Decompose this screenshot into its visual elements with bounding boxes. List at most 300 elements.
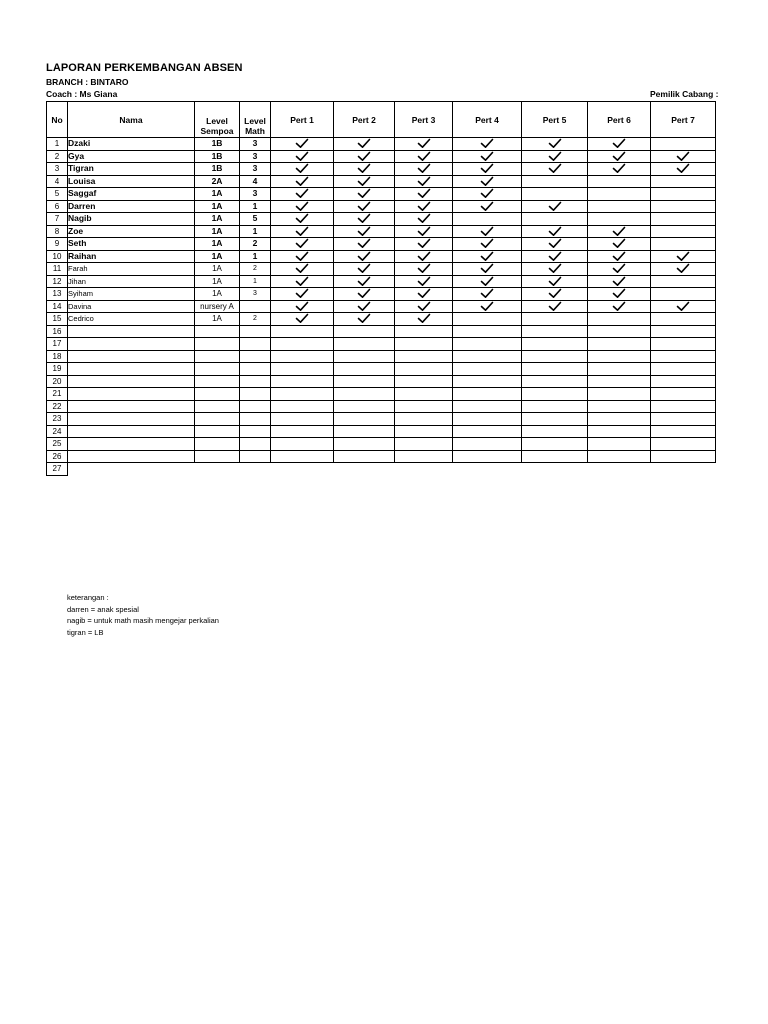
check-icon <box>295 263 309 274</box>
attendance-cell-pert-5 <box>522 375 588 388</box>
attendance-cell-pert-4 <box>453 225 522 238</box>
table-row <box>47 375 716 388</box>
check-icon <box>676 163 690 174</box>
check-icon <box>480 163 494 174</box>
level-math: 3 <box>240 288 271 301</box>
check-icon <box>417 263 431 274</box>
attendance-cell-pert-1 <box>271 188 334 201</box>
attendance-cell-pert-5 <box>522 175 588 188</box>
attendance-cell-pert-2 <box>334 375 395 388</box>
table-row <box>47 175 716 188</box>
table-row <box>47 388 716 401</box>
attendance-cell-pert-6 <box>588 213 651 226</box>
level-math: 3 <box>240 163 271 176</box>
check-icon <box>295 138 309 149</box>
col-header-level-sempoa-line2: Sempoa <box>200 126 234 136</box>
row-number: 24 <box>47 425 68 438</box>
level-math: 5 <box>240 213 271 226</box>
attendance-cell-pert-2 <box>334 250 395 263</box>
attendance-cell-pert-2 <box>334 350 395 363</box>
attendance-cell-pert-6 <box>588 200 651 213</box>
attendance-cell-pert-1 <box>271 263 334 276</box>
attendance-cell-pert-4 <box>453 363 522 376</box>
check-icon <box>480 263 494 274</box>
level-math <box>240 350 271 363</box>
attendance-cell-pert-5 <box>522 363 588 376</box>
attendance-cell-pert-3 <box>395 238 453 251</box>
attendance-cell-pert-6 <box>588 238 651 251</box>
coach-label: Coach : Ms Giana <box>46 89 118 99</box>
level-sempoa: 1A <box>195 238 240 251</box>
check-icon <box>676 151 690 162</box>
level-math <box>240 425 271 438</box>
attendance-cell-pert-7 <box>651 150 716 163</box>
check-icon <box>548 251 562 262</box>
table-row <box>47 150 716 163</box>
row-number: 7 <box>47 213 68 226</box>
student-name <box>68 438 195 451</box>
table-row <box>47 338 716 351</box>
attendance-cell-pert-7 <box>651 138 716 151</box>
table-header-row <box>47 102 716 138</box>
check-icon <box>612 288 626 299</box>
attendance-cell-pert-4 <box>453 338 522 351</box>
attendance-cell-pert-4 <box>453 450 522 463</box>
check-icon <box>548 238 562 249</box>
level-sempoa <box>195 388 240 401</box>
check-icon <box>612 238 626 249</box>
attendance-cell-pert-3 <box>395 338 453 351</box>
table-row <box>47 188 716 201</box>
attendance-cell-pert-3 <box>395 375 453 388</box>
student-name: Seth <box>68 238 195 251</box>
student-name: Farah <box>68 263 195 276</box>
attendance-cell-pert-2 <box>334 300 395 313</box>
check-icon <box>417 226 431 237</box>
attendance-cell-pert-2 <box>334 263 395 276</box>
student-name <box>68 363 195 376</box>
attendance-cell-pert-7 <box>651 238 716 251</box>
col-header-pert-7: Pert 7 <box>651 102 716 138</box>
attendance-cell-pert-1 <box>271 450 334 463</box>
check-icon <box>480 151 494 162</box>
level-math: 2 <box>240 238 271 251</box>
note-item: tigran = LB <box>67 627 104 637</box>
attendance-cell-pert-5 <box>522 338 588 351</box>
col-header-nama: Nama <box>68 102 195 138</box>
attendance-cell-pert-5 <box>522 313 588 326</box>
col-header-level-math-line2: Math <box>245 126 265 136</box>
attendance-cell-pert-2 <box>334 225 395 238</box>
check-icon <box>548 226 562 237</box>
attendance-cell-pert-2 <box>334 413 395 426</box>
attendance-cell-pert-6 <box>588 375 651 388</box>
check-icon <box>480 276 494 287</box>
attendance-cell-pert-3 <box>395 138 453 151</box>
student-name <box>68 338 195 351</box>
check-icon <box>417 163 431 174</box>
check-icon <box>295 176 309 187</box>
level-math: 3 <box>240 188 271 201</box>
level-math <box>240 338 271 351</box>
level-math: 2 <box>240 313 271 326</box>
level-math: 3 <box>240 138 271 151</box>
level-sempoa <box>195 400 240 413</box>
attendance-cell-pert-2 <box>334 163 395 176</box>
attendance-cell-pert-2 <box>334 388 395 401</box>
row-number: 1 <box>47 138 68 151</box>
table-row <box>47 300 716 313</box>
check-icon <box>548 301 562 312</box>
attendance-cell-pert-2 <box>334 425 395 438</box>
attendance-cell-pert-2 <box>334 438 395 451</box>
check-icon <box>357 301 371 312</box>
student-name: Syiham <box>68 288 195 301</box>
attendance-cell-pert-6 <box>588 400 651 413</box>
attendance-cell-pert-3 <box>395 250 453 263</box>
attendance-cell-pert-4 <box>453 250 522 263</box>
student-name: Louisa <box>68 175 195 188</box>
attendance-cell-pert-1 <box>271 388 334 401</box>
check-icon <box>357 163 371 174</box>
attendance-cell-pert-4 <box>453 325 522 338</box>
check-icon <box>295 151 309 162</box>
check-icon <box>417 188 431 199</box>
attendance-cell-pert-6 <box>588 338 651 351</box>
level-math <box>240 400 271 413</box>
attendance-cell-pert-5 <box>522 163 588 176</box>
attendance-cell-pert-6 <box>588 350 651 363</box>
attendance-cell-pert-6 <box>588 250 651 263</box>
attendance-cell-pert-7 <box>651 350 716 363</box>
level-math <box>240 438 271 451</box>
row-number: 15 <box>47 313 68 326</box>
attendance-cell-pert-5 <box>522 413 588 426</box>
attendance-cell-pert-7 <box>651 263 716 276</box>
attendance-cell-pert-4 <box>453 388 522 401</box>
level-sempoa: 2A <box>195 175 240 188</box>
check-icon <box>480 201 494 212</box>
attendance-cell-pert-6 <box>588 150 651 163</box>
attendance-cell-pert-3 <box>395 400 453 413</box>
attendance-cell-pert-2 <box>334 175 395 188</box>
check-icon <box>417 251 431 262</box>
level-math <box>240 388 271 401</box>
attendance-cell-pert-3 <box>395 450 453 463</box>
check-icon <box>612 138 626 149</box>
attendance-cell-pert-4 <box>453 425 522 438</box>
attendance-cell-pert-1 <box>271 300 334 313</box>
student-name: Gya <box>68 150 195 163</box>
row-number: 12 <box>47 275 68 288</box>
student-name <box>68 450 195 463</box>
attendance-cell-pert-7 <box>651 438 716 451</box>
attendance-cell-pert-7 <box>651 300 716 313</box>
level-sempoa <box>195 338 240 351</box>
attendance-cell-pert-2 <box>334 188 395 201</box>
attendance-cell-pert-5 <box>522 213 588 226</box>
level-math <box>240 300 271 313</box>
attendance-cell-pert-2 <box>334 288 395 301</box>
attendance-cell-pert-1 <box>271 363 334 376</box>
attendance-cell-pert-5 <box>522 350 588 363</box>
attendance-cell-pert-1 <box>271 200 334 213</box>
check-icon <box>612 301 626 312</box>
check-icon <box>295 313 309 324</box>
attendance-cell-pert-7 <box>651 400 716 413</box>
check-icon <box>480 176 494 187</box>
check-icon <box>357 151 371 162</box>
attendance-cell-pert-3 <box>395 150 453 163</box>
level-sempoa: 1A <box>195 250 240 263</box>
attendance-cell-pert-7 <box>651 250 716 263</box>
row-number: 25 <box>47 438 68 451</box>
level-math <box>240 363 271 376</box>
level-sempoa: 1A <box>195 200 240 213</box>
student-name: Jihan <box>68 275 195 288</box>
attendance-cell-pert-4 <box>453 350 522 363</box>
attendance-cell-pert-7 <box>651 225 716 238</box>
table-row <box>47 200 716 213</box>
empty-cell <box>240 463 271 476</box>
level-math: 3 <box>240 150 271 163</box>
check-icon <box>295 213 309 224</box>
attendance-cell-pert-2 <box>334 325 395 338</box>
empty-cell <box>271 463 334 476</box>
attendance-table <box>46 101 716 476</box>
check-icon <box>417 151 431 162</box>
attendance-cell-pert-4 <box>453 213 522 226</box>
row-number: 4 <box>47 175 68 188</box>
attendance-cell-pert-3 <box>395 288 453 301</box>
attendance-cell-pert-3 <box>395 200 453 213</box>
col-header-pert-1: Pert 1 <box>271 102 334 138</box>
attendance-cell-pert-4 <box>453 138 522 151</box>
level-math: 1 <box>240 275 271 288</box>
check-icon <box>295 226 309 237</box>
check-icon <box>548 151 562 162</box>
attendance-cell-pert-6 <box>588 363 651 376</box>
check-icon <box>417 313 431 324</box>
attendance-cell-pert-5 <box>522 188 588 201</box>
level-math <box>240 450 271 463</box>
level-math <box>240 375 271 388</box>
attendance-cell-pert-1 <box>271 338 334 351</box>
check-icon <box>417 201 431 212</box>
attendance-cell-pert-7 <box>651 338 716 351</box>
attendance-cell-pert-6 <box>588 138 651 151</box>
attendance-cell-pert-5 <box>522 250 588 263</box>
row-number: 10 <box>47 250 68 263</box>
attendance-cell-pert-5 <box>522 238 588 251</box>
attendance-cell-pert-3 <box>395 313 453 326</box>
level-math: 1 <box>240 200 271 213</box>
attendance-cell-pert-3 <box>395 225 453 238</box>
row-number: 3 <box>47 163 68 176</box>
row-number: 16 <box>47 325 68 338</box>
attendance-cell-pert-7 <box>651 313 716 326</box>
check-icon <box>480 138 494 149</box>
attendance-cell-pert-3 <box>395 188 453 201</box>
row-number: 9 <box>47 238 68 251</box>
row-number: 2 <box>47 150 68 163</box>
col-header-level-math <box>240 102 271 138</box>
empty-cell <box>334 463 395 476</box>
row-number: 22 <box>47 400 68 413</box>
attendance-cell-pert-5 <box>522 300 588 313</box>
attendance-cell-pert-5 <box>522 150 588 163</box>
level-sempoa: 1B <box>195 163 240 176</box>
check-icon <box>676 263 690 274</box>
attendance-cell-pert-4 <box>453 188 522 201</box>
level-sempoa <box>195 350 240 363</box>
attendance-cell-pert-5 <box>522 450 588 463</box>
notes-heading: keterangan : <box>67 593 109 602</box>
attendance-cell-pert-1 <box>271 313 334 326</box>
attendance-cell-pert-2 <box>334 200 395 213</box>
level-sempoa <box>195 438 240 451</box>
attendance-cell-pert-6 <box>588 188 651 201</box>
check-icon <box>480 238 494 249</box>
col-header-pert-5: Pert 5 <box>522 102 588 138</box>
col-header-pert-3: Pert 3 <box>395 102 453 138</box>
check-icon <box>295 301 309 312</box>
check-icon <box>480 301 494 312</box>
notes-section <box>67 592 219 638</box>
attendance-cell-pert-2 <box>334 150 395 163</box>
check-icon <box>548 263 562 274</box>
attendance-cell-pert-6 <box>588 388 651 401</box>
table-row <box>47 463 716 476</box>
attendance-cell-pert-5 <box>522 325 588 338</box>
check-icon <box>417 176 431 187</box>
attendance-cell-pert-3 <box>395 350 453 363</box>
table-row <box>47 313 716 326</box>
check-icon <box>548 138 562 149</box>
attendance-cell-pert-1 <box>271 250 334 263</box>
level-sempoa: 1B <box>195 150 240 163</box>
check-icon <box>357 188 371 199</box>
table-body <box>47 138 716 476</box>
table-row <box>47 413 716 426</box>
attendance-cell-pert-6 <box>588 325 651 338</box>
row-number: 20 <box>47 375 68 388</box>
student-name <box>68 425 195 438</box>
attendance-cell-pert-1 <box>271 275 334 288</box>
check-icon <box>295 188 309 199</box>
row-number: 23 <box>47 413 68 426</box>
attendance-cell-pert-5 <box>522 263 588 276</box>
col-header-pert-2: Pert 2 <box>334 102 395 138</box>
col-header-level-math-line1: Level <box>244 116 266 126</box>
check-icon <box>357 263 371 274</box>
col-header-level-sempoa <box>195 102 240 138</box>
table-row <box>47 450 716 463</box>
level-sempoa <box>195 363 240 376</box>
attendance-cell-pert-1 <box>271 163 334 176</box>
level-math <box>240 413 271 426</box>
check-icon <box>357 276 371 287</box>
attendance-cell-pert-5 <box>522 388 588 401</box>
attendance-cell-pert-5 <box>522 138 588 151</box>
level-sempoa <box>195 425 240 438</box>
row-number: 27 <box>47 463 68 476</box>
check-icon <box>357 288 371 299</box>
table-row <box>47 250 716 263</box>
attendance-cell-pert-6 <box>588 175 651 188</box>
row-number: 19 <box>47 363 68 376</box>
level-sempoa: 1A <box>195 225 240 238</box>
level-sempoa: 1B <box>195 138 240 151</box>
table-row <box>47 263 716 276</box>
attendance-cell-pert-6 <box>588 413 651 426</box>
branch-owner-label: Pemilik Cabang : <box>650 89 719 99</box>
attendance-cell-pert-2 <box>334 275 395 288</box>
note-item: darren = anak spesial <box>67 604 139 614</box>
check-icon <box>295 163 309 174</box>
student-name: Saggaf <box>68 188 195 201</box>
attendance-cell-pert-1 <box>271 150 334 163</box>
check-icon <box>548 163 562 174</box>
level-sempoa <box>195 413 240 426</box>
student-name: Raihan <box>68 250 195 263</box>
attendance-cell-pert-6 <box>588 225 651 238</box>
attendance-cell-pert-7 <box>651 450 716 463</box>
student-name: Tigran <box>68 163 195 176</box>
attendance-cell-pert-4 <box>453 413 522 426</box>
attendance-cell-pert-2 <box>334 138 395 151</box>
attendance-cell-pert-4 <box>453 313 522 326</box>
student-name <box>68 413 195 426</box>
attendance-cell-pert-6 <box>588 450 651 463</box>
empty-cell <box>522 463 588 476</box>
check-icon <box>357 238 371 249</box>
level-sempoa: 1A <box>195 188 240 201</box>
level-math: 1 <box>240 250 271 263</box>
check-icon <box>612 226 626 237</box>
check-icon <box>357 251 371 262</box>
check-icon <box>480 251 494 262</box>
attendance-cell-pert-7 <box>651 213 716 226</box>
check-icon <box>612 163 626 174</box>
attendance-cell-pert-5 <box>522 438 588 451</box>
col-header-pert-6: Pert 6 <box>588 102 651 138</box>
check-icon <box>548 201 562 212</box>
row-number: 21 <box>47 388 68 401</box>
student-name: Cedrico <box>68 313 195 326</box>
attendance-cell-pert-1 <box>271 438 334 451</box>
row-number: 8 <box>47 225 68 238</box>
check-icon <box>548 276 562 287</box>
attendance-cell-pert-2 <box>334 450 395 463</box>
attendance-cell-pert-6 <box>588 275 651 288</box>
attendance-cell-pert-5 <box>522 400 588 413</box>
check-icon <box>417 238 431 249</box>
attendance-cell-pert-3 <box>395 425 453 438</box>
attendance-cell-pert-1 <box>271 400 334 413</box>
table-row <box>47 325 716 338</box>
check-icon <box>295 238 309 249</box>
attendance-cell-pert-6 <box>588 263 651 276</box>
attendance-cell-pert-7 <box>651 200 716 213</box>
row-number: 18 <box>47 350 68 363</box>
attendance-cell-pert-7 <box>651 375 716 388</box>
table-row <box>47 238 716 251</box>
table-row <box>47 163 716 176</box>
empty-cell <box>588 463 651 476</box>
level-math: 4 <box>240 175 271 188</box>
attendance-cell-pert-4 <box>453 263 522 276</box>
